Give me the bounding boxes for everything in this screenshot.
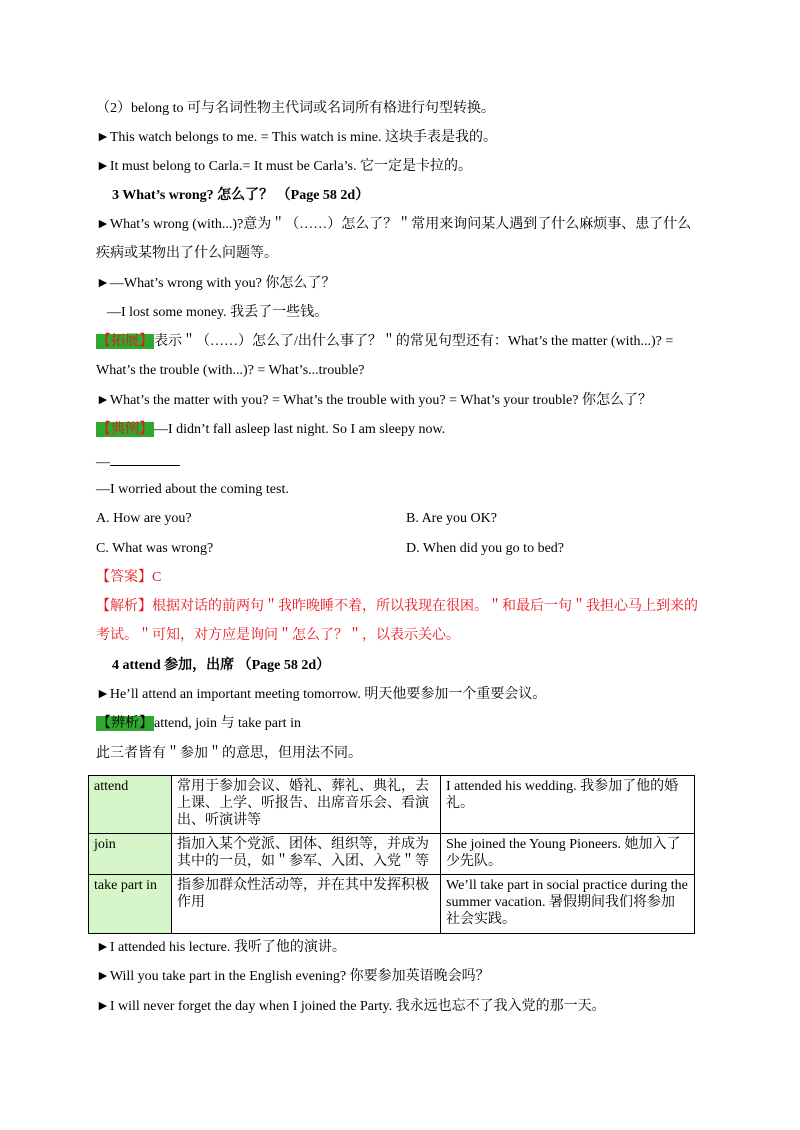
extension-tag: 【拓展】 xyxy=(97,334,153,349)
example-sentence: ►I will never forget the day when I joined the Party. 我永远也忘不了我入党的那一天。 xyxy=(96,999,606,1014)
table-row xyxy=(89,875,695,934)
dialog-line: ►—What’s wrong with you? 你怎么了？ xyxy=(96,276,336,291)
discrimination-intro: 此三者皆有＂参加＂的意思，但用法不同。 xyxy=(96,746,362,761)
typical-example-line xyxy=(96,421,445,439)
explanation-line: ►What’s wrong (with...)?意为＂（……）怎么了？＂常用来询问某人遇到了什么麻烦事、患了什么 xyxy=(96,217,692,232)
meaning-cell: 常用于参加会议、婚礼、葬礼、典礼，去上课、上学、听报告、出席音乐会、看演出、听演讲等 xyxy=(172,776,441,834)
word-cell: attend xyxy=(89,776,172,834)
explanation-line: 疾病或某物出了什么问题等。 xyxy=(96,246,278,261)
section-heading-4: 4 attend 参加，出席 （Page 58 2d） xyxy=(112,658,331,673)
example-sentence: ►He’ll attend an important meeting tomorrow. 明天他要参加一个重要会议。 xyxy=(96,687,547,702)
option-d: D. When did you go to bed? xyxy=(406,541,564,556)
blank-line xyxy=(96,452,180,472)
note-belong-to: （2）belong to 可与名词性物主代词或名词所有格进行句型转换。 xyxy=(96,101,495,116)
option-b: B. Are you OK? xyxy=(406,511,497,526)
option-a: A. How are you? xyxy=(96,511,192,526)
word-cell: take part in xyxy=(89,875,172,934)
extension-text: 表示＂（……）怎么了/出什么事了？＂的常见句型还有：What’s the matter (with...)? = xyxy=(154,334,674,349)
extension-line xyxy=(96,333,673,351)
meaning-cell: 指参加群众性活动等，并在其中发挥积极作用 xyxy=(172,875,441,934)
example-sentence: ►What’s the matter with you? = What’s the trouble with you? = What’s your trouble? 你怎么了？ xyxy=(96,393,652,408)
example-sentence: ►Will you take part in the English evening? 你要参加英语晚会吗？ xyxy=(96,969,490,984)
discrimination-line xyxy=(96,715,301,733)
dialog-line: —I lost some money. 我丢了一些钱。 xyxy=(107,305,329,320)
typical-example-text: —I didn’t fall asleep last night. So I am sleepy now. xyxy=(154,422,446,437)
comparison-table xyxy=(88,775,695,934)
table-row xyxy=(89,834,695,875)
meaning-cell: 指加入某个党派、团体、组织等，并成为其中的一员，如＂参军、入团、入党＂等 xyxy=(172,834,441,875)
example-cell: I attended his wedding. 我参加了他的婚礼。 xyxy=(441,776,695,834)
example-sentence: ►This watch belongs to me. = This watch is mine. 这块手表是我的。 xyxy=(96,130,498,145)
example-cell: We’ll take part in social practice during the summer vacation. 暑假期间我们将参加社会实践。 xyxy=(441,875,695,934)
example-cell: She joined the Young Pioneers. 她加入了少先队。 xyxy=(441,834,695,875)
word-cell: join xyxy=(89,834,172,875)
discrimination-text: attend, join 与 take part in xyxy=(154,716,301,731)
answer-blank xyxy=(110,452,180,466)
example-sentence: ►I attended his lecture. 我听了他的演讲。 xyxy=(96,940,346,955)
analysis-line: 【解析】根据对话的前两句＂我昨晚睡不着，所以我现在很困。＂和最后一句＂我担心马上到来的 xyxy=(96,599,698,614)
example-sentence: ►It must belong to Carla.= It must be Carla’s. 它一定是卡拉的。 xyxy=(96,159,472,174)
section-heading-3: 3 What’s wrong? 怎么了？ （Page 58 2d） xyxy=(112,188,370,203)
dash: — xyxy=(96,455,110,470)
table-row xyxy=(89,776,695,834)
extension-line: What’s the trouble (with...)? = What’s...trouble? xyxy=(96,363,365,378)
discrimination-tag: 【辨析】 xyxy=(97,716,153,731)
typical-example-tag: 【典例】 xyxy=(97,422,153,437)
option-c: C. What was wrong? xyxy=(96,541,214,556)
dialog-line: —I worried about the coming test. xyxy=(96,482,289,497)
analysis-line: 考试。＂可知，对方应是询问＂怎么了？＂，以表示关心。 xyxy=(96,628,460,643)
answer-line: 【答案】C xyxy=(96,570,162,585)
